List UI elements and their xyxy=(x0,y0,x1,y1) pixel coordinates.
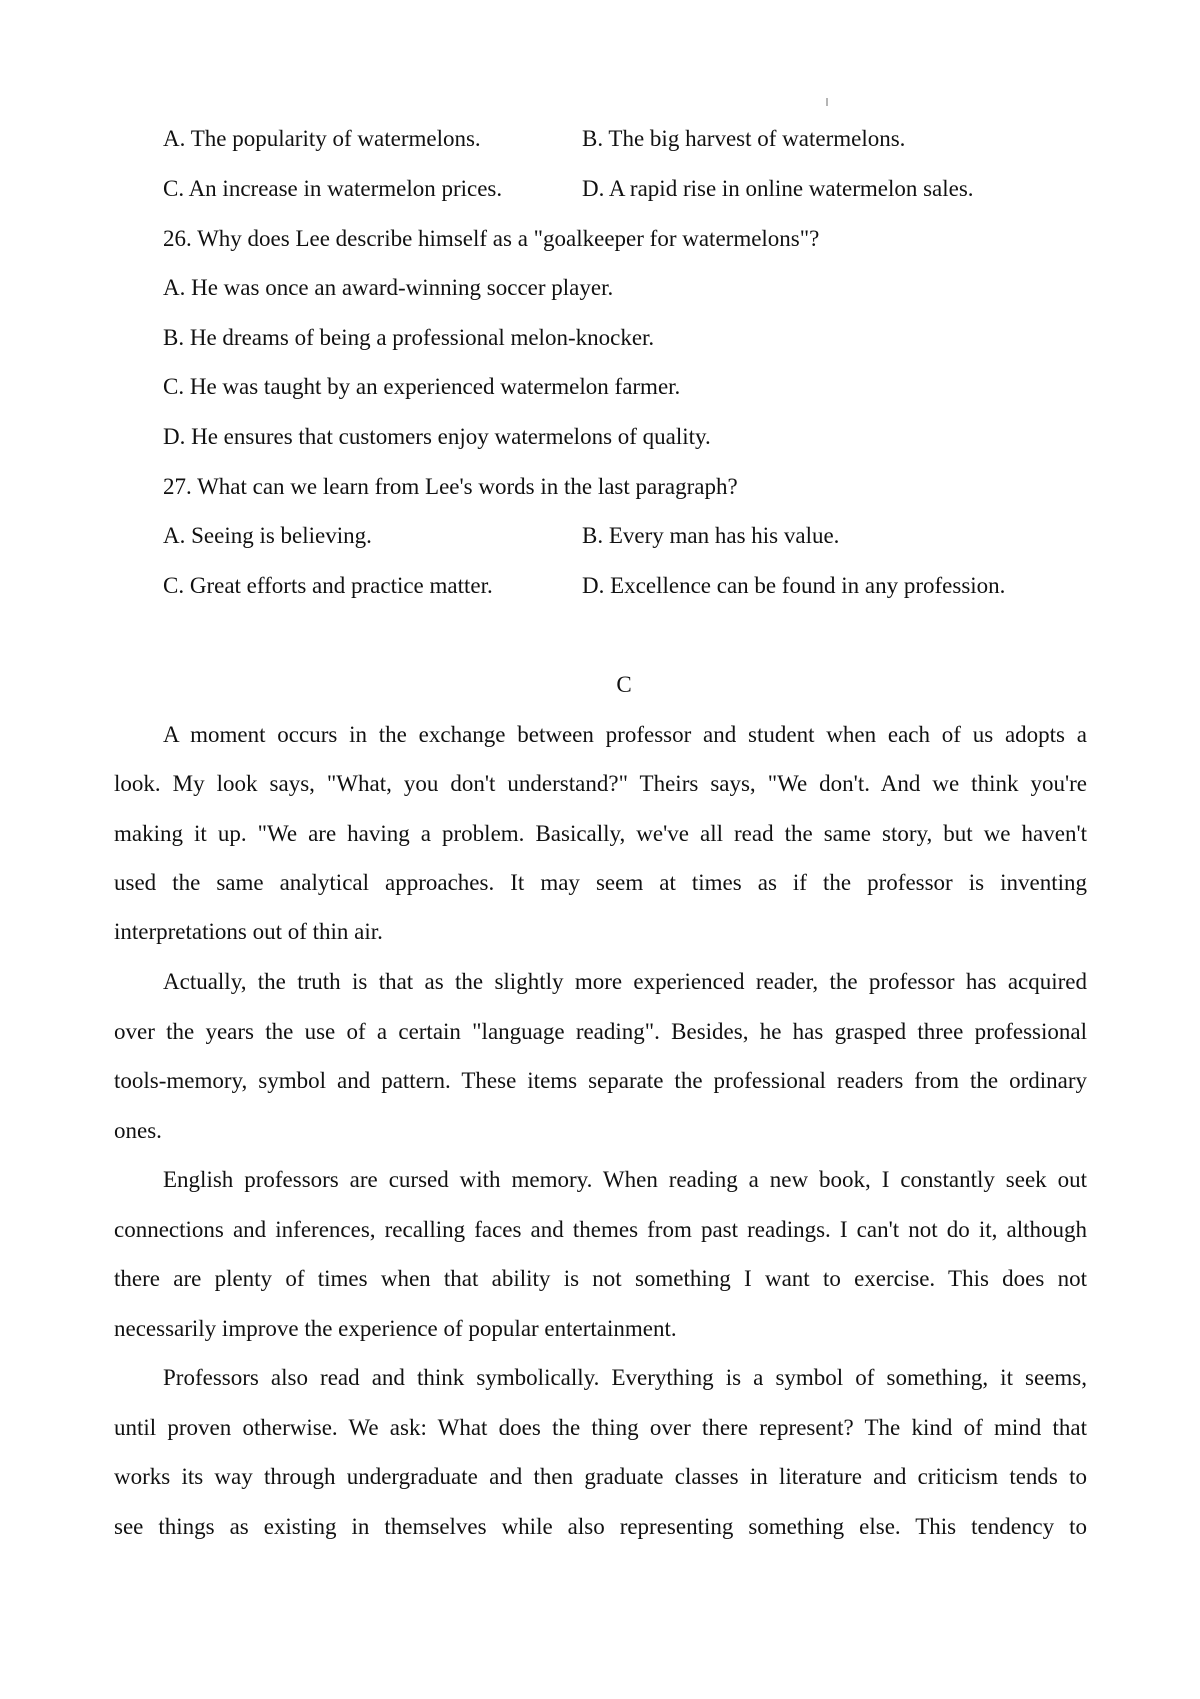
q26-option-d: D. He ensures that customers enjoy watermelons of quality. xyxy=(163,424,711,449)
paragraph-1-line: interpretations out of thin air. xyxy=(114,919,383,944)
paragraph-2-line: tools-memory, symbol and pattern. These items separate the professional readers from the ordinary xyxy=(114,1068,1087,1093)
paragraph-1-line: look. My look says, "What, you don't understand?" Theirs says, "We don't. And we think you're xyxy=(114,771,1087,796)
q27-option-c: C. Great efforts and practice matter. xyxy=(163,573,493,598)
q25-option-d: D. A rapid rise in online watermelon sales. xyxy=(582,176,974,201)
paragraph-3-line: English professors are cursed with memory. When reading a new book, I constantly seek out xyxy=(163,1167,1087,1192)
paragraph-4-line: works its way through undergraduate and then graduate classes in literature and criticism tends to xyxy=(114,1464,1087,1489)
q26-option-a: A. He was once an award-winning soccer player. xyxy=(163,275,614,300)
q25-option-c: C. An increase in watermelon prices. xyxy=(163,176,503,201)
paragraph-1-line: used the same analytical approaches. It may seem at times as if the professor is inventing xyxy=(114,870,1087,895)
q26-option-c: C. He was taught by an experienced watermelon farmer. xyxy=(163,374,681,399)
paragraph-4-line: see things as existing in themselves while also representing something else. This tendency to xyxy=(114,1514,1087,1539)
q26-question: 26. Why does Lee describe himself as a "goalkeeper for watermelons"? xyxy=(163,226,820,251)
paragraph-3-line: connections and inferences, recalling faces and themes from past readings. I can't not do it, although xyxy=(114,1217,1087,1242)
paragraph-3-line: there are plenty of times when that ability is not something I want to exercise. This does not xyxy=(114,1266,1087,1291)
q27-option-a: A. Seeing is believing. xyxy=(163,523,372,548)
paragraph-2-line: ones. xyxy=(114,1118,162,1143)
paragraph-4-line: until proven otherwise. We ask: What does the thing over there represent? The kind of mind that xyxy=(114,1415,1087,1440)
paragraph-1-line: A moment occurs in the exchange between professor and student when each of us adopts a xyxy=(163,722,1087,747)
paragraph-2-line: Actually, the truth is that as the slightly more experienced reader, the professor has acquired xyxy=(163,969,1087,994)
page-mark xyxy=(826,98,828,106)
q27-option-b: B. Every man has his value. xyxy=(582,523,840,548)
q25-option-b: B. The big harvest of watermelons. xyxy=(582,126,906,151)
paragraph-1-line: making it up. "We are having a problem. Basically, we've all read the same story, but we haven't xyxy=(114,821,1087,846)
paragraph-2-line: over the years the use of a certain "language reading". Besides, he has grasped three professional xyxy=(114,1019,1087,1044)
section-heading: C xyxy=(616,672,632,697)
q26-option-b: B. He dreams of being a professional melon-knocker. xyxy=(163,325,655,350)
paragraph-3-line: necessarily improve the experience of popular entertainment. xyxy=(114,1316,677,1341)
q27-option-d: D. Excellence can be found in any profession. xyxy=(582,573,1006,598)
q27-question: 27. What can we learn from Lee's words in the last paragraph? xyxy=(163,474,738,499)
paragraph-4-line: Professors also read and think symbolically. Everything is a symbol of something, it seems, xyxy=(163,1365,1087,1390)
q25-option-a: A. The popularity of watermelons. xyxy=(163,126,481,151)
